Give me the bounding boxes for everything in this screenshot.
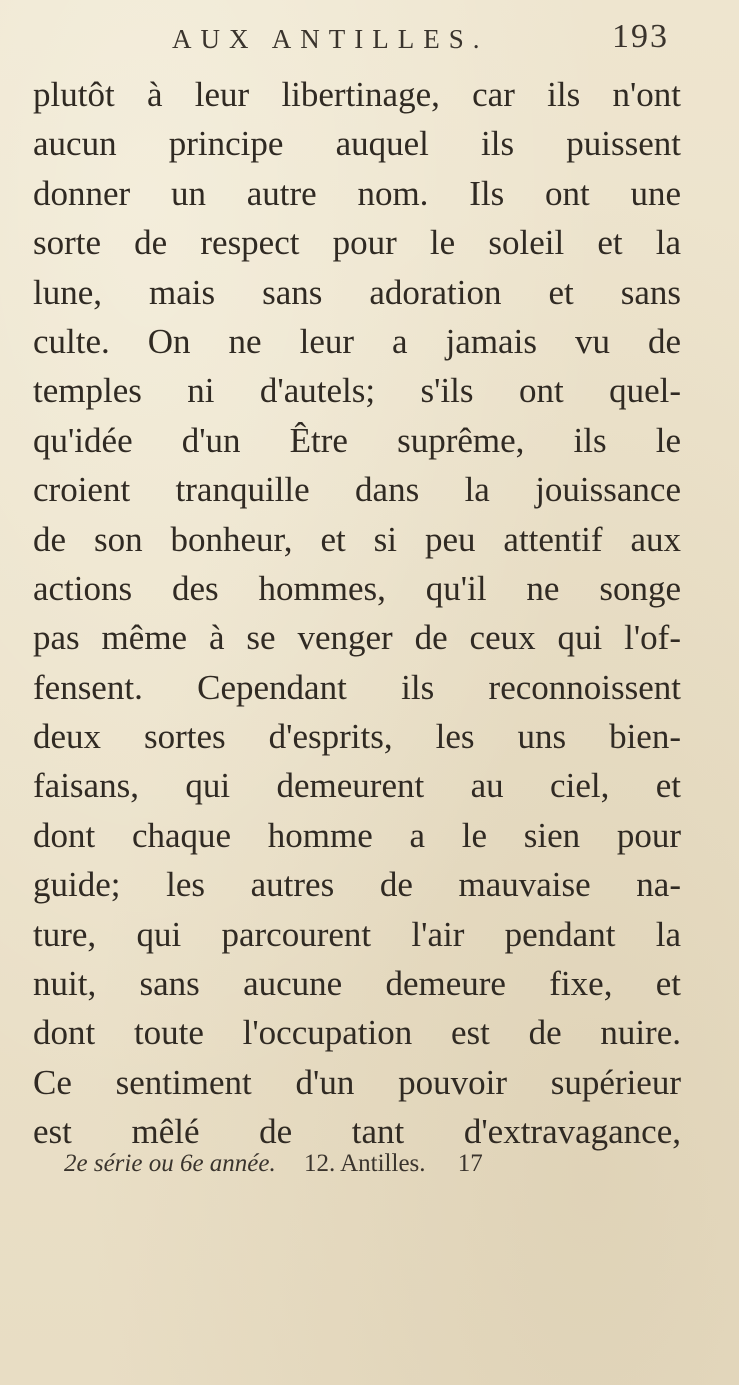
text-line: dont toute l'occupation est de nuire.	[33, 1013, 681, 1053]
text-line: aucun principe auquel ils puissent	[33, 124, 681, 164]
text-line: lune, mais sans adoration et sans	[33, 272, 681, 312]
text-line: qu'idée d'un Être suprême, ils le	[33, 420, 681, 460]
text-line: de son bonheur, et si peu attentif aux	[33, 519, 681, 559]
text-line: dont chaque homme a le sien pour	[33, 815, 681, 855]
text-line: fensent. Cependant ils reconnoissent	[33, 667, 681, 707]
text-line: ture, qui parcourent l'air pendant la	[33, 914, 681, 954]
text-line: faisans, qui demeurent au ciel, et	[33, 766, 681, 806]
running-title: AUX ANTILLES.	[172, 24, 489, 54]
signature-mark: 12. Antilles.	[303, 1150, 426, 1177]
text-line: donner un autre nom. Ils ont une	[33, 173, 681, 213]
sheet-number: 17	[457, 1150, 483, 1177]
page-header	[0, 16, 739, 60]
text-line: nuit, sans aucune demeure fixe, et	[33, 964, 681, 1004]
text-line: pas même à se venger de ceux qui l'of-	[33, 618, 681, 658]
text-line: Ce sentiment d'un pouvoir supérieur	[33, 1062, 681, 1102]
text-line: deux sortes d'esprits, les uns bien-	[33, 717, 681, 757]
text-line: culte. On ne leur a jamais vu de	[33, 321, 681, 361]
text-line: plutôt à leur libertinage, car ils n'ont	[33, 75, 681, 114]
text-line: actions des hommes, qu'il ne songe	[33, 568, 681, 608]
body-text	[33, 70, 681, 1157]
page-number: 193	[612, 18, 669, 55]
text-line: temples ni d'autels; s'ils ont quel-	[33, 371, 681, 411]
text-line: croient tranquille dans la jouissance	[33, 470, 681, 510]
text-line: sorte de respect pour le soleil et la	[33, 223, 681, 263]
text-line: est mêlé de tant d'extravagance,	[33, 1112, 681, 1152]
series-note: 2e série ou 6e année.	[64, 1150, 276, 1177]
page-footer	[64, 1150, 624, 1190]
text-line: guide; les autres de mauvaise na-	[33, 865, 681, 905]
